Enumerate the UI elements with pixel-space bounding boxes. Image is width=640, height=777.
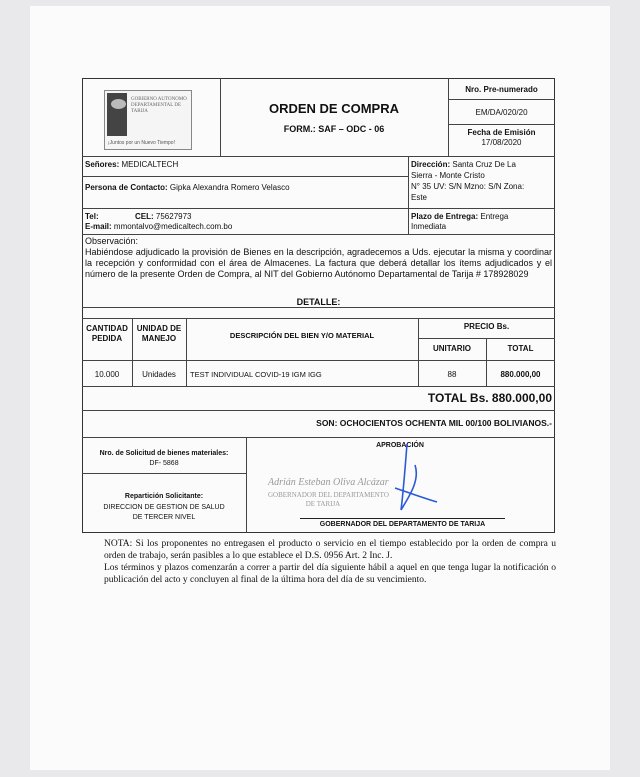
- logo-emblem-block: [107, 93, 127, 136]
- col-unit-line-2: MANEJO: [141, 334, 177, 343]
- email-label: E-mail:: [85, 222, 112, 231]
- address-line-3: N° 35 UV: S/N Mzno: S/N Zona:: [411, 182, 525, 191]
- detail-heading: DETALLE:: [296, 297, 341, 307]
- row-unit-price: 88: [447, 370, 457, 379]
- divider: [82, 473, 246, 474]
- divider: [82, 234, 555, 235]
- stamp-name: Adrián Esteban Oliva Alcázar: [268, 477, 389, 488]
- legal-note: [104, 538, 556, 586]
- document-title: ORDEN DE COMPRA: [268, 101, 399, 116]
- form-code: FORM.: SAF – ODC - 06: [283, 124, 385, 134]
- repartition-label: Repartición Solicitante:: [124, 493, 204, 500]
- col-unitario: UNITARIO: [432, 344, 472, 353]
- note-paragraph-2: Los términos y plazos comenzarán a correr a partir del día siguiente hábil a aquel en que tenga lugar la notificación o publicación del acto y concluyen al final de la última hora del día de su vencimiento.: [104, 563, 556, 585]
- row-description: TEST INDIVIDUAL COVID-19 IGM IGG: [190, 370, 322, 379]
- divider: [448, 99, 555, 100]
- divider: [82, 208, 555, 209]
- pre-numbered-value: EM/DA/020/20: [475, 108, 528, 117]
- cel-label: CEL:: [135, 212, 154, 221]
- divider: [82, 307, 555, 308]
- supplier-name: MEDICALTECH: [121, 160, 179, 169]
- request-value: DF- 5868: [149, 460, 179, 467]
- approval-label: APROBACIÓN: [376, 442, 424, 449]
- divider: [82, 386, 555, 387]
- logo-text: GOBIERNO AUTONOMO DEPARTAMENTAL DE TARIJA: [131, 97, 187, 114]
- stamp-title-1: GOBERNADOR DEL DEPARTAMENTO: [268, 491, 389, 499]
- delivery-line-1: Entrega: [480, 212, 509, 221]
- government-logo: [104, 90, 192, 150]
- contact-name: Gipka Alexandra Romero Velasco: [169, 183, 290, 192]
- repartition-line-2: DE TERCER NIVEL: [132, 514, 196, 521]
- col-total: TOTAL: [507, 344, 534, 353]
- divider: [82, 410, 555, 411]
- delivery-line-2: Inmediata: [411, 222, 447, 231]
- cel-value: 75627973: [155, 212, 192, 221]
- contact-label: Persona de Contacto:: [85, 183, 168, 192]
- divider: [448, 124, 555, 125]
- address-line-1: Santa Cruz De La: [452, 160, 516, 169]
- divider: [246, 437, 247, 533]
- supplier-row: [85, 160, 178, 170]
- request-label: Nro. de Solicitud de bienes materiales:: [99, 450, 229, 457]
- col-unit-line-1: UNIDAD DE: [136, 324, 182, 333]
- divider: [82, 176, 408, 177]
- address-row: [411, 160, 516, 170]
- stamp-title-2: DE TARIJA: [305, 500, 341, 508]
- divider: [82, 156, 555, 157]
- row-unit: Unidades: [142, 370, 176, 379]
- emission-date-value: 17/08/2020: [481, 138, 522, 147]
- cel-row: [135, 212, 192, 222]
- col-qty-line-1: CANTIDAD: [86, 324, 128, 333]
- col-qty-line-2: PEDIDA: [91, 334, 123, 343]
- divider: [82, 360, 555, 361]
- divider: [82, 318, 555, 319]
- signature-mark: [385, 440, 445, 530]
- observation-label: Observación:: [85, 236, 139, 246]
- observation-text: Habiéndose adjudicado la provisión de Bienes en la descripción, agradecemos a Uds. ejecutar la misma y coordinar la recepción y conformidad con el área de Almacenes. La factura que deberá detallar los ítems adjudicados y el número de la presente Orden de Compra, al NIT del Gobierno Autónomo Departamental de Tarija # 178928029: [85, 247, 552, 279]
- divider: [418, 338, 555, 339]
- note-paragraph-1: NOTA: Si los proponentes no entregasen el producto o servicio en el tiempo establecido por la orden de compra u orden de trabajo, serán pasibles a lo que establece el D.S. 0956 Art. 2 Inc. J.: [104, 539, 556, 561]
- col-description: DESCRIPCIÓN DEL BIEN Y/O MATERIAL: [229, 331, 375, 340]
- divider: [186, 318, 187, 386]
- address-line-2: Sierra - Monte Cristo: [411, 171, 485, 180]
- divider: [82, 437, 555, 438]
- divider: [408, 156, 409, 234]
- address-label: Dirección:: [411, 160, 451, 169]
- governor-label: GOBERNADOR DEL DEPARTAMENTO DE TARIJA: [319, 521, 486, 528]
- delivery-row: [411, 212, 508, 222]
- col-price: PRECIO Bs.: [463, 322, 510, 331]
- divider: [220, 78, 221, 156]
- signature-line: [300, 518, 505, 519]
- coat-of-arms-icon: [111, 99, 126, 109]
- row-total: 880.000,00: [500, 370, 541, 379]
- pre-numbered-label: Nro. Pre-numerado: [465, 85, 538, 94]
- email-row: [85, 222, 232, 232]
- row-qty: 10.000: [94, 370, 120, 379]
- repartition-line-1: DIRECCION DE GESTION DE SALUD: [103, 504, 225, 511]
- delivery-label: Plazo de Entrega:: [411, 212, 479, 221]
- supplier-label: Señores:: [85, 160, 120, 169]
- address-line-4: Este: [411, 193, 428, 202]
- grand-total: TOTAL Bs. 880.000,00: [427, 391, 552, 405]
- email-value: mmontalvo@medicaltech.com.bo: [113, 222, 233, 231]
- logo-slogan: ¡Juntos por un Nuevo Tiempo!: [108, 140, 175, 146]
- contact-row: [85, 183, 290, 193]
- tel-label: Tel:: [85, 212, 99, 221]
- amount-in-words: SON: OCHOCIENTOS OCHENTA MIL 00/100 BOLIVIANOS.-: [316, 418, 552, 428]
- emission-date-label: Fecha de Emisión: [467, 128, 536, 137]
